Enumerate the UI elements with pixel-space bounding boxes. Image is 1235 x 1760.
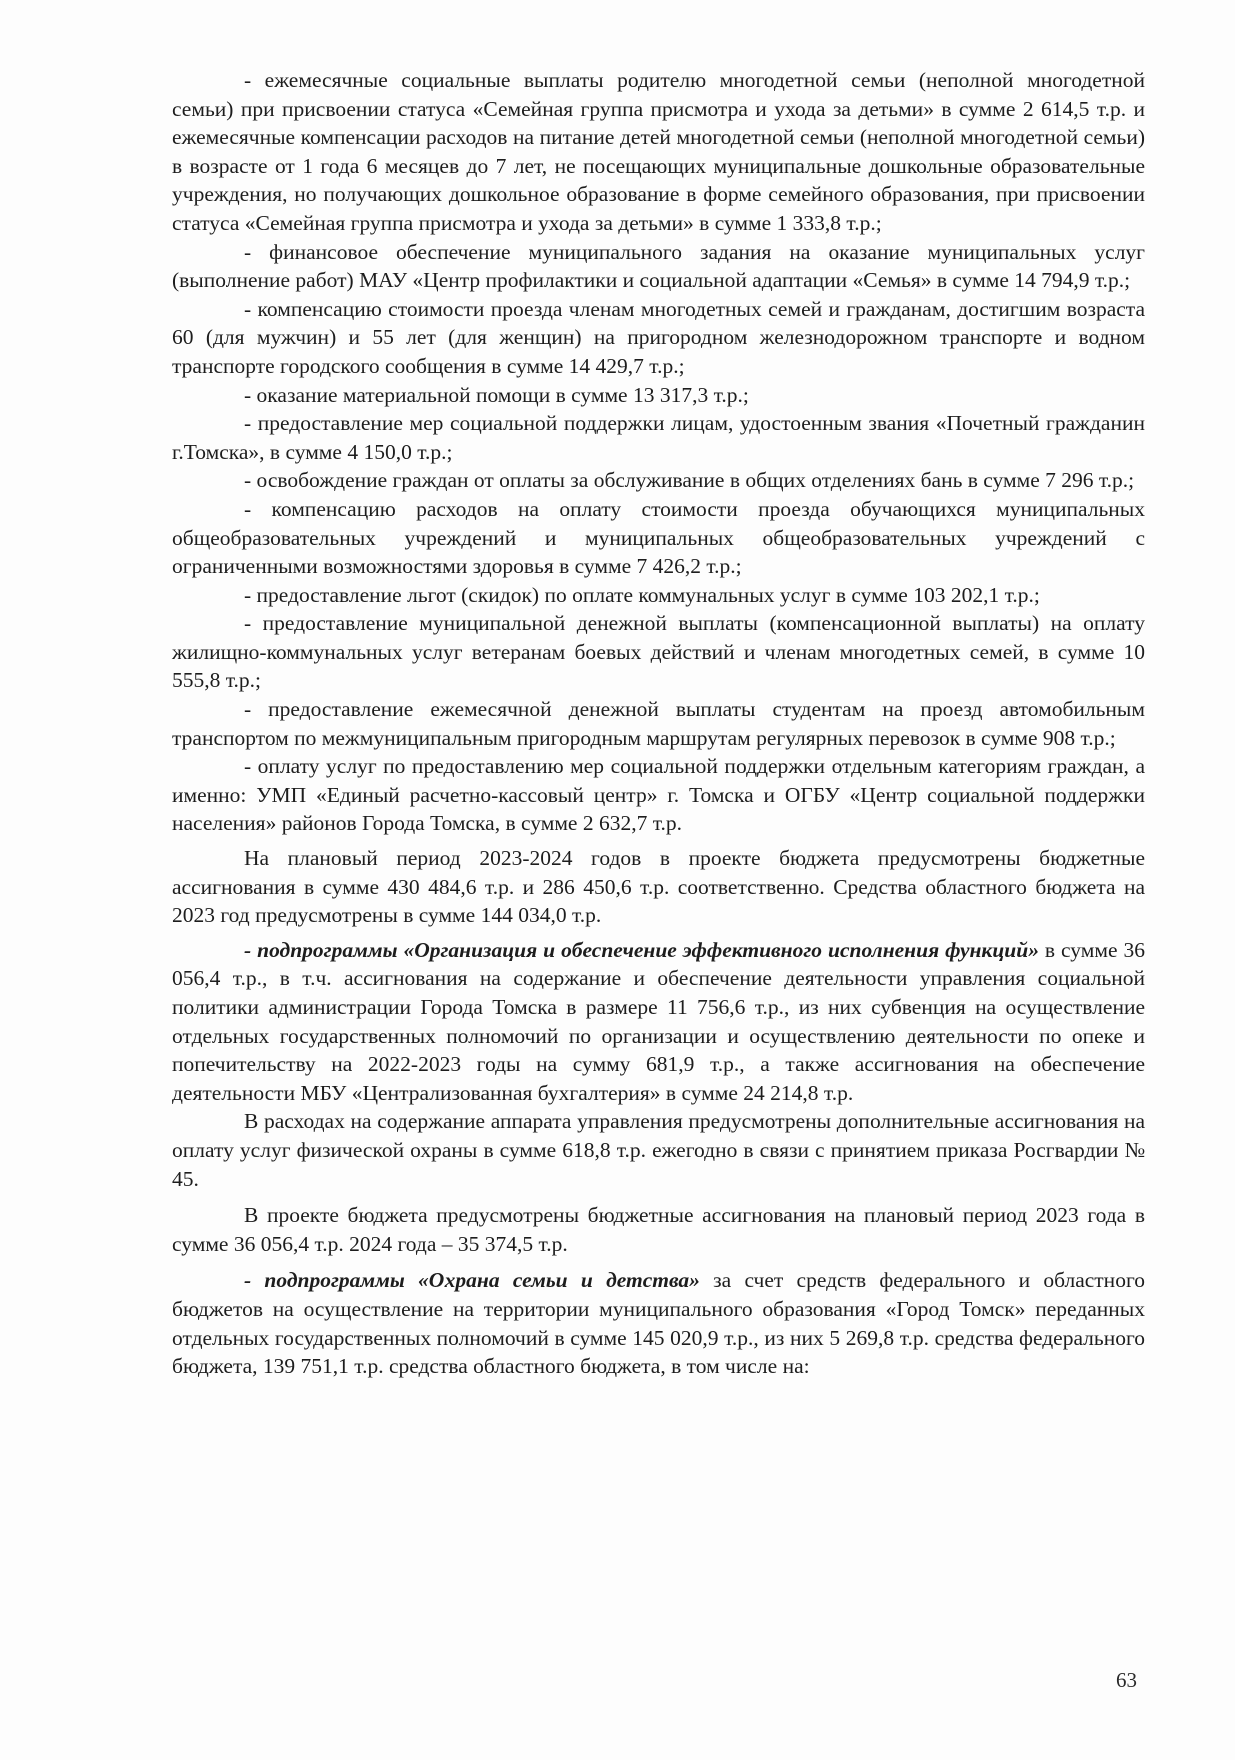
subprogram-family-title: - подпрограммы «Охрана семьи и детства»: [244, 1268, 700, 1293]
paragraph-utility-discounts: - предоставление льгот (скидок) по оплате коммунальных услуг в сумме 103 202,1 т.р.;: [244, 582, 1040, 607]
paragraph-service-payment: - оплату услуг по предоставлению мер социальной поддержки отдельным категориям граждан, а именно: УМП «Единый расчетно-кассовый центр» г. Томска и ОГБУ «Центр социальной поддержки населения» районов Города Томска, в сумме 2 632,7 т.р.: [172, 754, 1145, 836]
paragraph-material-aid: - оказание материальной помощи в сумме 13 317,3 т.р.;: [244, 382, 749, 407]
paragraph-bath-exemption: - освобождение граждан от оплаты за обслуживание в общих отделениях бань в сумме 7 296 т.р.;: [244, 468, 1135, 493]
paragraph-students-monthly-payment: - предоставление ежемесячной денежной выплаты студентам на проезд автомобильным транспортом по межмуниципальным пригородным маршрутам регулярных перевозок в сумме 908 т.р.;: [172, 697, 1145, 750]
paragraph-travel-compensation: - компенсацию стоимости проезда членам многодетных семей и гражданам, достигшим возраста 60 (для мужчин) и 55 лет (для женщин) на пригородном железнодорожном транспорте и водном транспорте городского сообщения в сумме 14 429,7 т.р.;: [172, 296, 1145, 378]
paragraph-veterans-payment: - предоставление муниципальной денежной выплаты (компенсационной выплаты) на оплату жилищно-коммунальных услуг ветеранам боевых действий и членам многодетных семей, в сумме 10 555,8 т.р.;: [172, 611, 1145, 693]
subprogram-family-text: за счет средств федерального и областного бюджетов на осуществление на территории муниципального образования «Город Томск» переданных отдельных государственных полномочий в сумме 145 020,9 т.р., из них 5 269,8 т.р. средства федерального бюджета, 139 751,1 т.р. средства областного бюджета, в том числе на:: [172, 1268, 1145, 1379]
paragraph-student-travel-compensation: - компенсацию расходов на оплату стоимости проезда обучающихся муниципальных общеобразовательных учреждений и муниципальных общеобразовательных учреждений с ограниченными возможностями здоровья в сумме 7 426,2 т.р.;: [172, 496, 1145, 579]
page-number: 63: [1116, 1668, 1137, 1692]
paragraph-municipal-task-semya: - финансовое обеспечение муниципального задания на оказание муниципальных услуг (выполнение работ) МАУ «Центр профилактики и социальной адаптации «Семья» в сумме 14 794,9 т.р.;: [172, 239, 1145, 293]
paragraph-subprogram-family: [172, 1266, 1145, 1380]
subprogram-organization-text: в сумме 36 056,4 т.р., в т.ч. ассигнования на содержание и обеспечение деятельности управления социальной политики администрации Города Томска в размере 11 756,6 т.р., из них субвенция на осуществление отдельных государственных полномочий по организации и осуществлению деятельности по опеке и попечительству на 2022-2023 годы на сумму 681,9 т.р., а также ассигнования на обеспечение деятельности МБУ «Централизованная бухгалтерия» в сумме 24 214,8 т.р.: [172, 937, 1145, 1105]
subprogram-organization-title: - подпрограммы «Организация и обеспечение эффективного исполнения функций»: [244, 937, 1039, 962]
paragraph-planning-2023-2024: В проекте бюджета предусмотрены бюджетные ассигнования на плановый период 2023 года в сумме 36 056,4 т.р. 2024 года – 35 374,5 т.р.: [172, 1203, 1145, 1256]
paragraph-planning-period: На плановый период 2023-2024 годов в проекте бюджета предусмотрены бюджетные ассигнования в сумме 430 484,6 т.р. и 286 450,6 т.р. соответственно. Средства областного бюджета на 2023 год предусмотрены в сумме 144 034,0 т.р.: [172, 846, 1145, 928]
paragraph-security-expenses: В расходах на содержание аппарата управления предусмотрены дополнительные ассигнования на оплату услуг физической охраны в сумме 618,8 т.р. ежегодно в связи с принятием приказа Росгвардии № 45.: [172, 1109, 1145, 1191]
paragraph-subprogram-organization: [172, 936, 1145, 1108]
paragraph-honorary-citizen: - предоставление мер социальной поддержки лицам, удостоенным звания «Почетный гражданин г.Томска», в сумме 4 150,0 т.р.;: [172, 411, 1145, 464]
body-text: [172, 66, 1145, 1381]
paragraph-family-group-payments: - ежемесячные социальные выплаты родителю многодетной семьи (неполной многодетной семьи) при присвоении статуса «Семейная группа присмотра и ухода за детьми» в сумме 2 614,5 т.р. и ежемесячные компенсации расходов на питание детей многодетной семьи (неполной многодетной семьи) в возрасте от 1 года 6 месяцев до 7 лет, не посещающих муниципальные дошкольные образовательные учреждения, но получающих дошкольное образование в форме семейного образования, при присвоении статуса «Семейная группа присмотра и ухода за детьми» в сумме 1 333,8 т.р.;: [172, 68, 1145, 235]
